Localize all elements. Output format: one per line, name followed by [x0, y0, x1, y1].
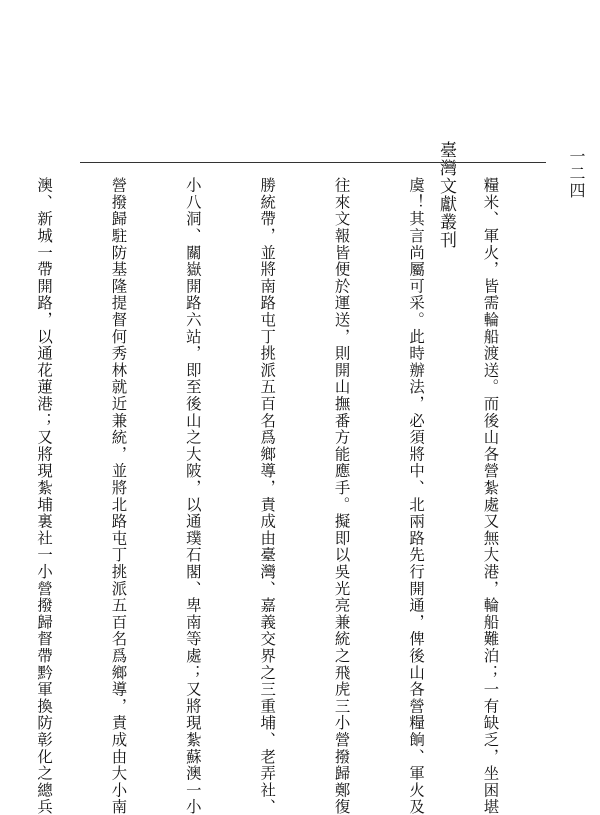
text-column: 勝統帶，並將南路屯丁挑派五百名爲鄉導，責成由臺灣、嘉義交界之三重埔、老弄社、 — [258, 177, 277, 815]
text-column: 虞！其言尚屬可采。此時辦法，必須將中、北兩路先行開通，俾後山各營糧餉、軍火及 — [407, 177, 426, 815]
text-column: 糧米、軍火，皆需輪船渡送。而後山各營紮處又無大港，輪船難泊；一有缺乏，坐困堪 — [481, 177, 500, 815]
text-column: 澳、新城一帶開路，以通花蓮港；又將現紮埔裏社一小營撥歸督帶黔軍換防彰化之總兵 — [35, 177, 54, 815]
text-column: 往來文報皆便於運送，則開山撫番方能應手。擬即以吳光亮兼統之飛虎三小營撥歸鄭復 — [332, 177, 351, 815]
text-column: 營撥歸駐防基隆提督何秀林就近兼統，並將北路屯丁挑派五百名爲鄉導，責成由大小南 — [109, 177, 128, 815]
text-column: 小八洞、關嶽開路六站，即至後山之大陂，以通璞石閣、卑南等處；又將現紮蘇澳一小 — [183, 177, 202, 815]
series-title: 臺灣文獻叢刊 — [436, 141, 456, 249]
header-rule — [80, 162, 546, 163]
page-number: 一二四 — [567, 148, 586, 199]
body-text — [35, 177, 552, 815]
